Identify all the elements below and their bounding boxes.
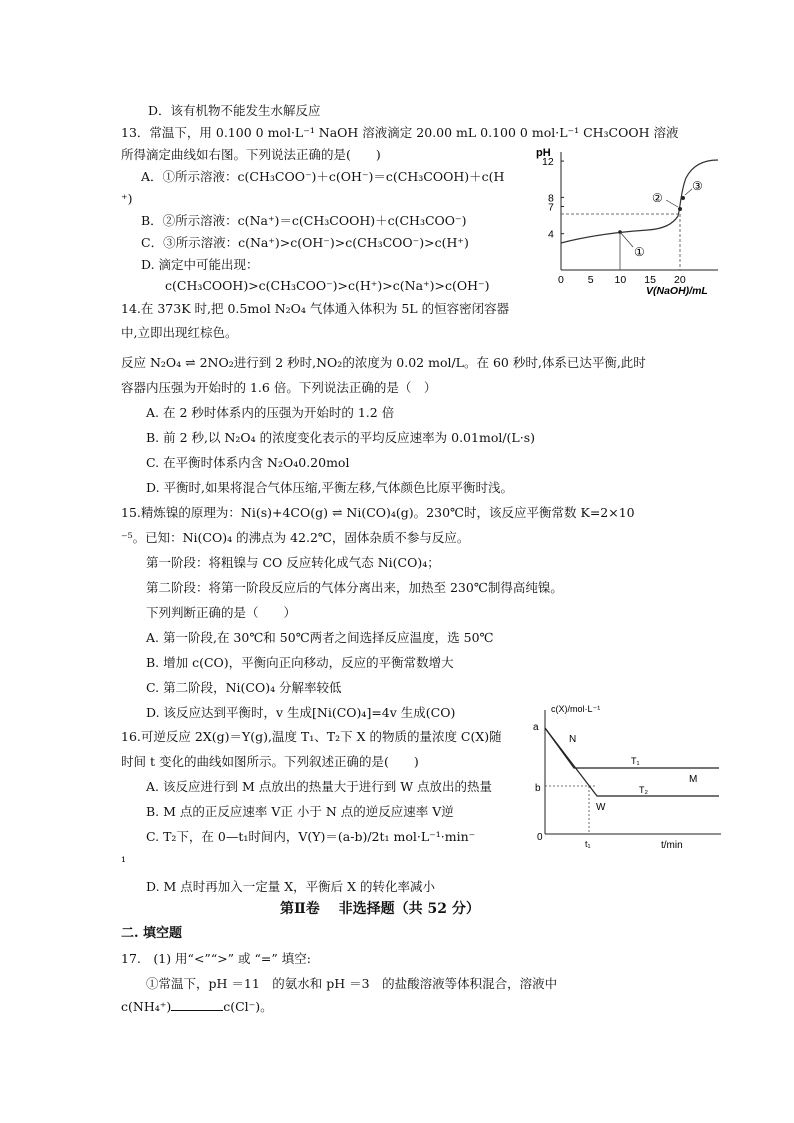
text-line: D．该有机物不能发生水解反应 xyxy=(148,103,321,118)
titration-chart xyxy=(528,140,728,300)
x-tick-label: 10 xyxy=(614,274,627,286)
text-line: 容器内压强为开始时的 1.6 倍。下列说法正确的是（ ） xyxy=(121,380,437,395)
text-line: B. 前 2 秒,以 N₂O₄ 的浓度变化表示的平均反应速率为 0.01mol/(L·s) xyxy=(146,430,535,445)
text-line: c(CH₃COOH)>c(CH₃COO⁻)>c(H⁺)>c(Na⁺)>c(OH⁻) xyxy=(165,278,490,293)
label-origin: 0 xyxy=(537,832,543,843)
q17-cl: c(Cl⁻)。 xyxy=(223,999,273,1014)
point-3-label: ③ xyxy=(692,179,703,193)
text-line: C. 第二阶段，Ni(CO)₄ 分解率较低 xyxy=(146,680,342,695)
text-line: B．②所示溶液：c(Na⁺)＝c(CH₃COOH)＋c(CH₃COO⁻) xyxy=(141,213,467,228)
titration-curve xyxy=(561,160,718,243)
text-line: 13．常温下，用 0.100 0 mol·L⁻¹ NaOH 溶液滴定 20.00 mL 0.100 0 mol·L⁻¹ CH₃COOH 溶液 xyxy=(121,125,679,140)
q17-line-1: 17. (1) 用“<”“>” 或 “=” 填空: xyxy=(121,951,311,966)
answer-blank[interactable] xyxy=(171,998,223,1011)
text-line: A. 该反应进行到 M 点放出的热量大于进行到 W 点放出的热量 xyxy=(146,779,493,794)
text-line: 时间 t 变化的曲线如图所示。下列叙述正确的是( ) xyxy=(121,754,419,769)
text-line: A. 第一阶段,在 30℃和 50℃两者之间选择反应温度，选 50℃ xyxy=(146,630,494,645)
text-line: ⁺) xyxy=(121,191,133,206)
concentration-chart xyxy=(531,700,731,852)
x-tick-label: 5 xyxy=(587,274,594,286)
y-tick-label: 8 xyxy=(548,192,554,205)
label-M: M xyxy=(689,774,698,785)
section-title: 第Ⅱ卷 非选择题（共 52 分） xyxy=(280,901,480,917)
point-2-label: ② xyxy=(652,191,663,205)
text-line: 所得滴定曲线如右图。下列说法正确的是( ) xyxy=(121,147,381,162)
x-tick-label: 0 xyxy=(558,274,564,286)
text-line: 14.在 373K 时,把 0.5mol N₂O₄ 气体通入体积为 5L 的恒容密闭容器 xyxy=(121,301,510,316)
q17-nh4: c(NH₄⁺) xyxy=(121,999,172,1014)
text-line: D. M 点时再加入一定量 X，平衡后 X 的转化率减小 xyxy=(146,879,436,894)
label-b: b xyxy=(535,783,541,794)
x-axis-label: t/min xyxy=(661,840,683,851)
text-line: 第一阶段：将粗镍与 CO 反应转化成气态 Ni(CO)₄； xyxy=(146,555,440,570)
text-line: 反应 N₂O₄ ⇌ 2NO₂进行到 2 秒时,NO₂的浓度为 0.02 mol/L。在 60 秒时,体系已达平衡,此时 xyxy=(121,355,646,370)
label-T1: T₁ xyxy=(631,756,640,766)
text-line: 16.可逆反应 2X(g)＝Y(g),温度 T₁、T₂下 X 的物质的量浓度 C(X)随 xyxy=(121,729,502,744)
label-N: N xyxy=(569,734,577,745)
text-line: A．①所示溶液：c(CH₃COO⁻)＋c(OH⁻)＝c(CH₃COOH)＋c(H xyxy=(141,169,505,184)
text-line: D. 滴定中可能出现： xyxy=(141,257,259,272)
label-a: a xyxy=(533,722,539,733)
text-line: C. T₂下，在 0—t₁时间内，V(Y)＝(a-b)/2t₁ mol·L⁻¹·min⁻ xyxy=(146,829,476,844)
text-line: ⁻⁵。已知：Ni(CO)₄ 的沸点为 42.2℃，固体杂质不参与反应。 xyxy=(121,530,470,545)
x-tick-label: 15 xyxy=(644,274,656,286)
y-axis-label: pH xyxy=(536,147,551,159)
x-tick-label: 20 xyxy=(674,274,686,286)
text-line: ¹ xyxy=(121,854,127,869)
text-line: C. 在平衡时体系内含 N₂O₄0.20mol xyxy=(146,455,350,470)
text-line: 中,立即出现红棕色。 xyxy=(121,325,238,340)
y-tick-label: 12 xyxy=(542,156,554,169)
q17-line-3 xyxy=(121,998,273,1016)
label-t1: t₁ xyxy=(585,839,591,849)
x-axis-label: V(NaOH)/mL xyxy=(646,285,708,297)
text-line: D. 平衡时,如果将混合气体压缩,平衡左移,气体颜色比原平衡时浅。 xyxy=(146,480,513,495)
text-line: 下列判断正确的是（ ） xyxy=(146,605,297,620)
q17-line-2: ①常温下，pH ＝11 的氨水和 pH ＝3 的盐酸溶液等体积混合，溶液中 xyxy=(146,976,558,991)
text-line: A. 在 2 秒时体系内的压强为开始时的 1.2 倍 xyxy=(146,405,395,420)
text-line: D. 该反应达到平衡时，v 生成[Ni(CO)₄]=4v 生成(CO) xyxy=(146,705,456,720)
y-axis-label: c(X)/mol·L⁻¹ xyxy=(551,704,601,714)
y-tick-label: 7 xyxy=(548,201,554,214)
y-tick-label: 4 xyxy=(548,228,554,241)
text-line: 第二阶段：将第一阶段反应后的气体分离出来，加热至 230℃制得高纯镍。 xyxy=(146,580,563,595)
fill-blank-heading: 二. 填空题 xyxy=(121,926,183,941)
label-T2: T₂ xyxy=(639,785,648,795)
point-1-label: ① xyxy=(634,245,645,259)
label-W: W xyxy=(596,802,606,813)
text-line: B. M 点的正反应速率 V正 小于 N 点的逆反应速率 V逆 xyxy=(146,804,454,819)
text-line: 15.精炼镍的原理为：Ni(s)+4CO(g) ⇌ Ni(CO)₄(g)。230℃时，该反应平衡常数 K=2×10 xyxy=(121,505,635,520)
text-line: B. 增加 c(CO)，平衡向正向移动，反应的平衡常数增大 xyxy=(146,655,454,670)
text-line: C．③所示溶液：c(Na⁺)>c(OH⁻)>c(CH₃COO⁻)>c(H⁺) xyxy=(141,235,469,250)
